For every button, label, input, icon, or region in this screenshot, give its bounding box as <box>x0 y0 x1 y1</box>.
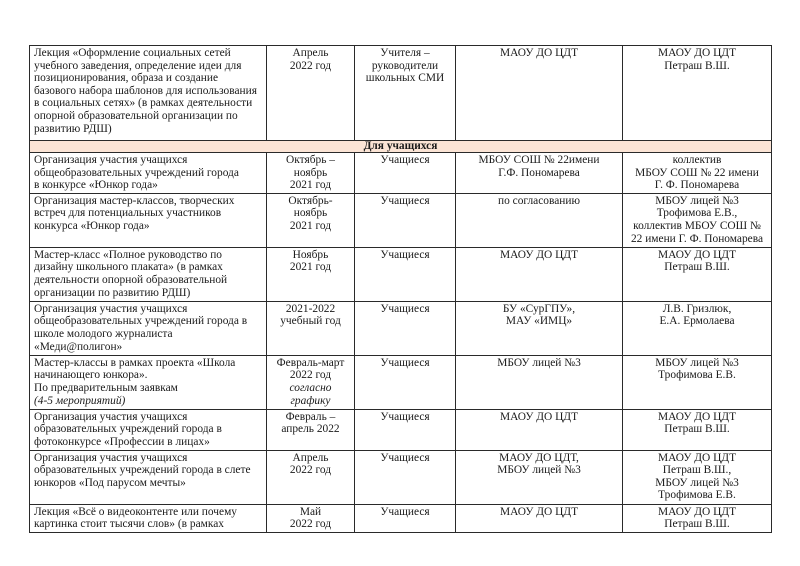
table-row <box>30 504 772 532</box>
table-row <box>30 409 772 450</box>
venue-cell: МАОУ ДО ЦДТ <box>456 504 623 532</box>
table-row <box>30 301 772 355</box>
venue-cell: МАОУ ДО ЦДТ <box>456 46 623 141</box>
venue-cell: БУ «СурГПУ», МАУ «ИМЦ» <box>456 301 623 355</box>
section-header-row <box>30 141 772 153</box>
participants-cell: Учащиеся <box>355 450 456 504</box>
responsible-cell: МБОУ лицей №3 Трофимова Е.В., коллектив МБОУ СОШ № 22 имени Г. Ф. Пономарева <box>623 193 772 247</box>
dates-cell: Май 2022 год <box>267 504 355 532</box>
events-table <box>29 45 772 533</box>
participants-cell: Учащиеся <box>355 504 456 532</box>
dates-cell: Ноябрь 2021 год <box>267 247 355 301</box>
table-row <box>30 355 772 409</box>
table-row <box>30 247 772 301</box>
event-cell: Организация участия учащихся общеобразовательных учреждений города в конкурсе «Юнкор года» <box>30 153 267 194</box>
participants-cell: Учителя – руководители школьных СМИ <box>355 46 456 141</box>
event-cell: Организация участия учащихся общеобразовательных учреждений города в школе молодого журналиста «Меди@полигон» <box>30 301 267 355</box>
table-row <box>30 46 772 141</box>
event-cell: Лекция «Всё о видеоконтенте или почему картинка стоит тысячи слов» (в рамках <box>30 504 267 532</box>
participants-cell: Учащиеся <box>355 409 456 450</box>
dates-cell: 2021-2022 учебный год <box>267 301 355 355</box>
dates-cell: Октябрь- ноябрь 2021 год <box>267 193 355 247</box>
venue-cell: по согласованию <box>456 193 623 247</box>
venue-cell: МБОУ СОШ № 22имени Г.Ф. Пономарева <box>456 153 623 194</box>
table-row <box>30 193 772 247</box>
document-page <box>29 45 771 533</box>
venue-cell: МАОУ ДО ЦДТ <box>456 409 623 450</box>
dates-cell: Апрель 2022 год <box>267 46 355 141</box>
dates-cell: Апрель 2022 год <box>267 450 355 504</box>
participants-cell: Учащиеся <box>355 301 456 355</box>
responsible-cell: коллектив МБОУ СОШ № 22 имени Г. Ф. Пономарева <box>623 153 772 194</box>
event-cell: Лекция «Оформление социальных сетей учебного заведения, определение идеи для позиционирования, образа и создание базового набора шаблонов для использования в социальных сетях» (в рамках деятельности опорной образовательной организации по развитию РДШ) <box>30 46 267 141</box>
venue-cell: МБОУ лицей №3 <box>456 355 623 409</box>
dates-cell: Октябрь – ноябрь 2021 год <box>267 153 355 194</box>
venue-cell: МАОУ ДО ЦДТ <box>456 247 623 301</box>
responsible-cell: Л.В. Гризлюк, Е.А. Ермолаева <box>623 301 772 355</box>
responsible-cell: МБОУ лицей №3 Трофимова Е.В. <box>623 355 772 409</box>
participants-cell: Учащиеся <box>355 355 456 409</box>
responsible-cell: МАОУ ДО ЦДТ Петраш В.Ш. <box>623 409 772 450</box>
participants-cell: Учащиеся <box>355 193 456 247</box>
dates-cell: Февраль – апрель 2022 <box>267 409 355 450</box>
venue-cell: МАОУ ДО ЦДТ, МБОУ лицей №3 <box>456 450 623 504</box>
table-row <box>30 450 772 504</box>
dates-cell: Февраль-март 2022 год согласно графику <box>267 355 355 409</box>
event-cell: Организация участия учащихся образовательных учреждений города в фотоконкурсе «Профессии в лицах» <box>30 409 267 450</box>
responsible-cell: МАОУ ДО ЦДТ Петраш В.Ш. <box>623 504 772 532</box>
table-row <box>30 153 772 194</box>
event-cell: Мастер-классы в рамках проекта «Школа начинающего юнкора». По предварительным заявкам (4-5 мероприятий) <box>30 355 267 409</box>
section-title: Для учащихся <box>30 141 772 153</box>
responsible-cell: МАОУ ДО ЦДТ Петраш В.Ш. <box>623 247 772 301</box>
event-cell: Организация участия учащихся образовательных учреждений города в слете юнкоров «Под парусом мечты» <box>30 450 267 504</box>
participants-cell: Учащиеся <box>355 153 456 194</box>
event-cell: Организация мастер-классов, творческих встреч для потенциальных участников конкурса «Юнкор года» <box>30 193 267 247</box>
event-cell: Мастер-класс «Полное руководство по дизайну школьного плаката» (в рамках деятельности опорной образовательной организации по развитию РДШ) <box>30 247 267 301</box>
participants-cell: Учащиеся <box>355 247 456 301</box>
responsible-cell: МАОУ ДО ЦДТ Петраш В.Ш., МБОУ лицей №3 Трофимова Е.В. <box>623 450 772 504</box>
responsible-cell: МАОУ ДО ЦДТ Петраш В.Ш. <box>623 46 772 141</box>
